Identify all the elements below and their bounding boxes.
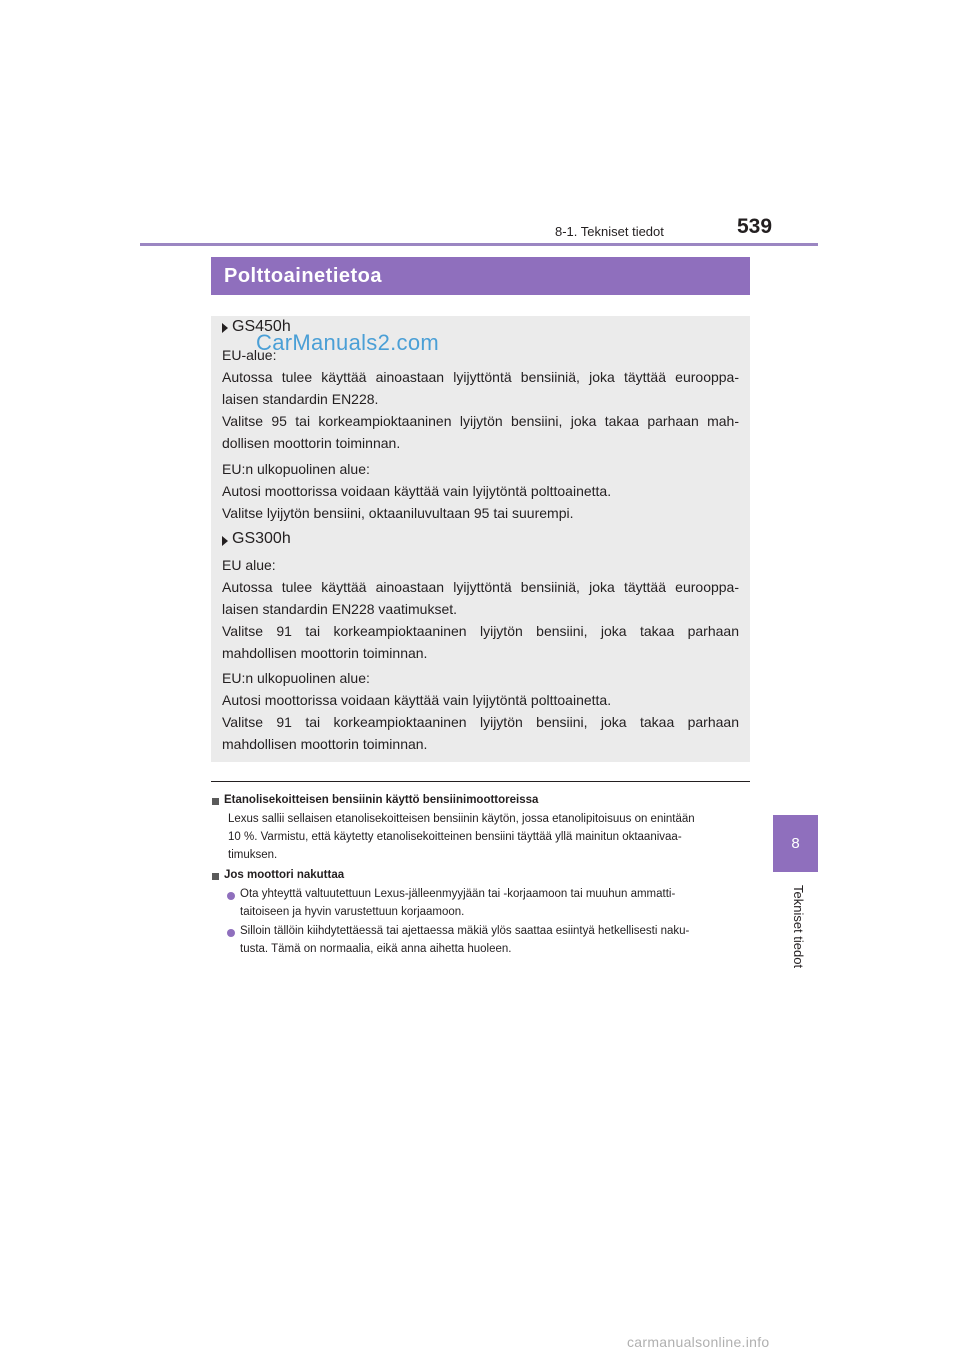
- bullet-line: tusta. Tämä on normaalia, eikä anna aihetta huoleen.: [240, 943, 512, 955]
- eu-line: mahdollisen moottorin toiminnan.: [222, 645, 428, 661]
- eu-line: Valitse 91 tai korkeampioktaaninen lyijytön bensiini, joka takaa parhaan: [222, 623, 739, 639]
- triangle-bullet-icon: [222, 536, 228, 546]
- eu-line: laisen standardin EN228 vaatimukset.: [222, 601, 458, 617]
- page-heading: Polttoainetietoa: [211, 257, 750, 295]
- non-eu-line: Autosi moottorissa voidaan käyttää vain lyijytöntä polttoainetta.: [222, 692, 612, 708]
- eu-heading: EU alue:: [222, 557, 276, 573]
- header-divider: [140, 243, 818, 246]
- note-line: 10 %. Varmistu, että käytetty etanolisekoitteinen bensiini täyttää yllä mainitun oktaanivaa-: [228, 831, 682, 843]
- bullet-line: taitoiseen ja hyvin varustettuun korjaamoon.: [240, 906, 465, 918]
- model-heading-gs450h: GS450h: [232, 318, 291, 335]
- section-title: 8-1. Tekniset tiedot: [555, 224, 664, 239]
- page-number: 539: [737, 215, 773, 238]
- note-line: timuksen.: [228, 849, 278, 861]
- non-eu-line: Valitse lyijytön bensiini, oktaaniluvultaan 95 tai suurempi.: [222, 505, 574, 521]
- notes-divider: [211, 781, 750, 782]
- eu-line: laisen standardin EN228.: [222, 391, 379, 407]
- eu-heading: EU-alue:: [222, 347, 277, 363]
- eu-line: Valitse 95 tai korkeampioktaaninen lyijytön bensiini, joka takaa parhaan mah-: [222, 413, 739, 429]
- non-eu-line: mahdollisen moottorin toiminnan.: [222, 736, 428, 752]
- non-eu-line: Valitse 91 tai korkeampioktaaninen lyijytön bensiini, joka takaa parhaan: [222, 714, 739, 730]
- chapter-tab-label: Tekniset tiedot: [791, 885, 806, 969]
- non-eu-line: Autosi moottorissa voidaan käyttää vain lyijytöntä polttoainetta.: [222, 483, 612, 499]
- non-eu-heading: EU:n ulkopuolinen alue:: [222, 670, 370, 686]
- eu-line: Autossa tulee käyttää ainoastaan lyijyttöntä bensiiniä, joka täyttää eurooppa-: [222, 369, 739, 385]
- note-heading-knock: Jos moottori nakuttaa: [224, 869, 345, 881]
- circle-bullet-icon: [227, 929, 235, 937]
- model-heading-gs300h: GS300h: [232, 530, 291, 547]
- watermark-text: CarManuals2.com: [256, 330, 440, 355]
- square-bullet-icon: [212, 873, 219, 880]
- non-eu-heading: EU:n ulkopuolinen alue:: [222, 461, 370, 477]
- circle-bullet-icon: [227, 892, 235, 900]
- eu-line: dollisen moottorin toiminnan.: [222, 435, 401, 451]
- note-line: Lexus sallii sellaisen etanolisekoitteisen bensiinin käytön, jossa etanolipitoisuus on enintään: [228, 813, 695, 825]
- bullet-line: Silloin tällöin kiihdytettäessä tai ajettaessa mäkiä ylös saattaa esiintyä hetkellisesti naku-: [240, 925, 690, 937]
- triangle-bullet-icon: [222, 323, 228, 333]
- note-heading-ethanol: Etanolisekoitteisen bensiinin käyttö bensiinimoottoreissa: [224, 794, 539, 806]
- eu-line: Autossa tulee käyttää ainoastaan lyijyttöntä bensiiniä, joka täyttää eurooppa-: [222, 579, 739, 595]
- bullet-line: Ota yhteyttä valtuutettuun Lexus-jälleenmyyjään tai -korjaamoon tai muuhun ammatti-: [240, 888, 676, 900]
- square-bullet-icon: [212, 798, 219, 805]
- chapter-tab: 8: [773, 815, 818, 872]
- footer-watermark: carmanualsonline.info: [627, 1334, 770, 1350]
